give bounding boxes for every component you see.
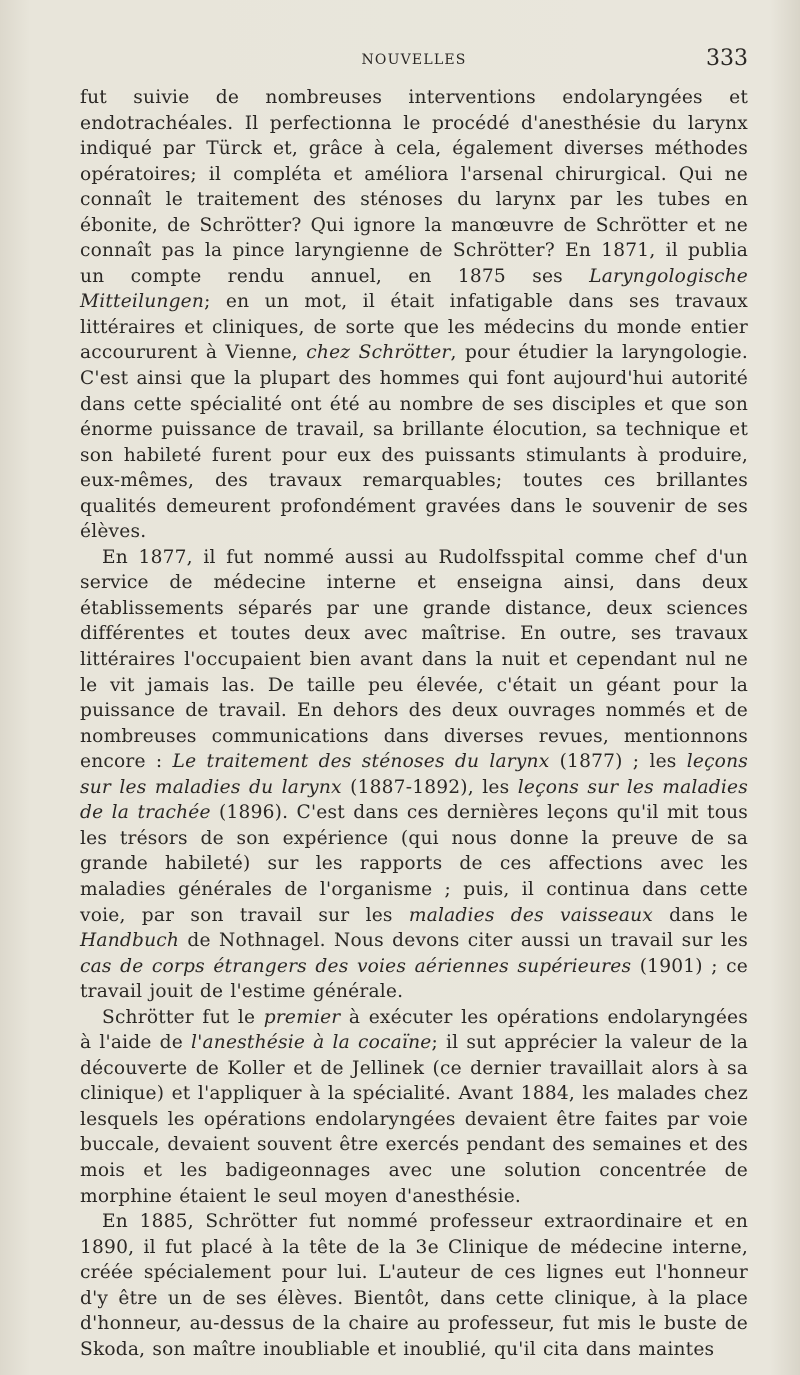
text-run: fut suivie de nombreuses interventions endolaryngées et endotrachéales. Il perfectionna le procédé d'anesthésie du larynx indiqué par Türck et, grâce à cela, également diverses méthodes opératoires; il compléta et améliora l'arsenal chirurgical. Qui ne connaît le traitement des sténoses du larynx par les tubes en ébonite, de Schrötter? Qui ignore la manœuvre de Schrötter et ne connaît pas la pince laryngienne de Schrötter? En 1871, il publia un compte rendu annuel, en 1875 ses bbox=[80, 87, 748, 287]
text-run: ; en un mot, il était infatigable dans ses travaux littéraires et cliniques, de sorte que les médecins du monde entier accoururent à Vienne, bbox=[80, 291, 748, 364]
text-run: ; il sut apprécier la valeur de la découverte de Koller et de Jellinek (ce dernier travaillait alors à sa clinique) et l'appliquer à la spécialité. Avant 1884, les malades chez lesquels les opérations endolaryngées devaient être faites par voie buccale, devaient souvent être exercés pendant des semaines et des mois et les badigeonnages avec une solution concentrée de morphine étaient le seul moyen d'anesthésie. bbox=[80, 1032, 749, 1207]
text-run: de Nothnagel. Nous devons citer aussi un travail sur les bbox=[179, 930, 748, 952]
text-run: , pour étudier la laryngologie. C'est ainsi que la plupart des hommes qui font aujourd'hui autorité dans cette spécialité ont été au nombre de ses disciples et que son énorme puissance de travail, sa brillante élocution, sa technique et son habileté furent pour eux des puissants stimulants à produire, eux-mêmes, des travaux remarquables; toutes ces brillantes qualités demeurent profondément gravées dans le souvenir de ses élèves. bbox=[80, 342, 748, 543]
italic-text: leçons sur les maladies de la trachée bbox=[80, 776, 748, 824]
italic-text: Le traitement des sténoses du larynx bbox=[172, 751, 550, 773]
body-text bbox=[80, 85, 748, 1362]
italic-text: leçons sur les maladies du larynx bbox=[80, 751, 748, 798]
text-run: (1887-1892), les bbox=[341, 776, 518, 798]
text-run: En 1885, Schrötter fut nommé professeur extraordinaire et en 1890, il fut placé à la tête de la 3e Clinique de médecine interne, créée spécialement pour lui. L'auteur de ces lignes eut l'honneur d'y être un de ses élèves. Bientôt, dans cette clinique, à la place d'honneur, au-dessus de la chaire au professeur, fut mis le buste de Skoda, son maître inoubliable et inoublié, qu'il cita dans maintes bbox=[80, 1211, 748, 1360]
italic-text: chez Schrötter bbox=[306, 342, 451, 364]
page-header bbox=[80, 48, 748, 72]
page-number: 333 bbox=[706, 46, 748, 71]
text-run: (1877) ; les bbox=[549, 751, 687, 773]
paragraph bbox=[80, 85, 748, 545]
running-head: NOUVELLES bbox=[361, 52, 467, 68]
text-run: En 1877, il fut nommé aussi au Rudolfsspital comme chef d'un service de médecine interne et enseigna ainsi, dans deux établissements séparés par une grande distance, deux sciences différentes et toutes deux avec maîtrise. En outre, ses travaux littéraires l'occupaient bien avant dans la nuit et cependant nul ne le vit jamais las. De taille peu élevée, c'était un géant pour la puissance de travail. En dehors des deux ouvrages nommés et de nombreuses communications dans diverses revues, mentionnons encore : bbox=[80, 546, 748, 773]
paragraph bbox=[80, 545, 748, 1005]
italic-text: cas de corps étrangers des voies aériennes supérieures bbox=[80, 955, 632, 977]
text-run: (1896). C'est dans ces dernières leçons qu'il mit tous les trésors de son expérience (qui nous donne la preuve de sa grande habileté) sur les rapports de ces affections avec les maladies générales de l'organisme ; puis, il continua dans cette voie, par son travail sur les bbox=[80, 802, 749, 926]
italic-text: Handbuch bbox=[80, 930, 180, 952]
italic-text: Laryngologische Mitteilungen bbox=[80, 265, 748, 313]
text-run: Schrötter fut le bbox=[102, 1006, 264, 1028]
text-run: dans le bbox=[652, 904, 748, 926]
paragraph bbox=[80, 1005, 748, 1209]
italic-text: l'anesthésie à la cocaïne bbox=[191, 1032, 432, 1054]
paragraph bbox=[80, 1209, 748, 1362]
text-run: à exécuter les opérations endolaryngées à l'aide de bbox=[80, 1006, 748, 1054]
text-run: (1901) ; ce travail jouit de l'estime générale. bbox=[80, 955, 748, 1003]
italic-text: premier bbox=[263, 1006, 341, 1028]
italic-text: maladies des vaisseaux bbox=[408, 904, 653, 926]
